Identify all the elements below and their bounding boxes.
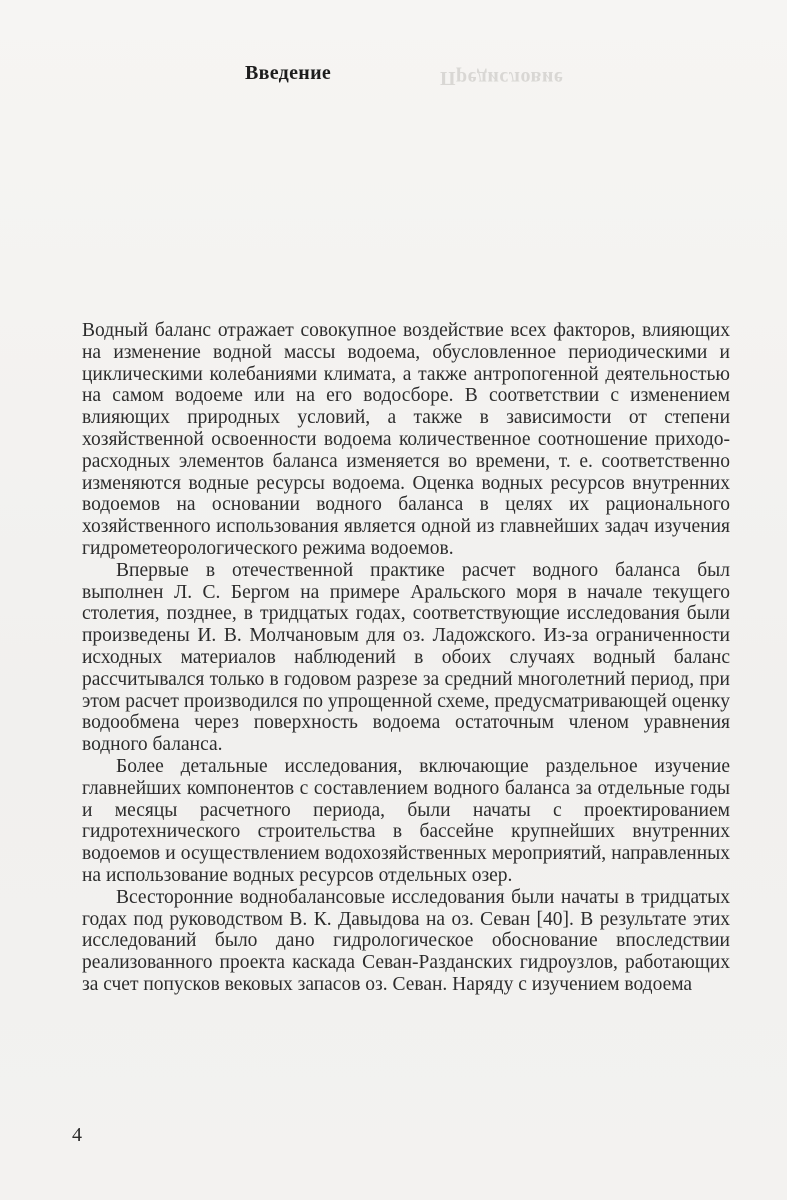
- body-text: [82, 320, 730, 996]
- page-number: 4: [72, 1124, 82, 1146]
- chapter-title: Введение: [245, 62, 332, 84]
- bleed-through-title: Предисловие: [440, 67, 564, 89]
- paragraph-2: Впервые в отечественной практике расчет водного баланса был выполнен Л. С. Бергом на примере Аральского моря в начале текущего столетия, позднее, в тридцатых годах, соответствующие исследования были произведены И. В. Молчановым для оз. Ладожского. Из-за ограниченности исходных материалов наблюдений в обоих случаях водный баланс рассчитывался только в годовом разрезе за средний многолетний период, при этом расчет производился по упрощенной схеме, предусматривающей оценку водообмена через поверхность водоема остаточным членом уравнения водного баланса.: [82, 559, 730, 756]
- paragraph-4: Всесторонние воднобалансовые исследования были начаты в тридцатых годах под руководством В. К. Давыдова на оз. Севан [40]. В результате этих исследований было дано гидрологическое обоснование впоследствии реализованного проекта каскада Севан-Разданских гидроузлов, работающих за счет попусков вековых запасов оз. Севан. Наряду с изучением водоема: [82, 886, 730, 995]
- paragraph-3: Более детальные исследования, включающие раздельное изучение главнейших компонентов с составлением водного баланса за отдельные годы и месяцы расчетного периода, были начаты с проектированием гидротехнического строительства в бассейне крупнейших внутренних водоемов и осуществлением водохозяйственных мероприятий, направленных на использование водных ресурсов отдельных озер.: [82, 755, 730, 886]
- paragraph-1: Водный баланс отражает совокупное воздействие всех факторов, влияющих на изменение водной массы водоема, обусловленное периодическими и циклическими колебаниями климата, а также антропогенной деятельностью на самом водоеме или на его водосборе. В соответствии с изменением влияющих природных условий, а также в зависимости от степени хозяйственной освоенности водоема количественное соотношение приходо-расходных элементов баланса изменяется во времени, т. е. соответственно изменяются водные ресурсы водоема. Оценка водных ресурсов внутренних водоемов на основании водного баланса в целях их рационального хозяйственного использования является одной из главнейших задач изучения гидрометеорологического режима водоемов.: [82, 320, 730, 559]
